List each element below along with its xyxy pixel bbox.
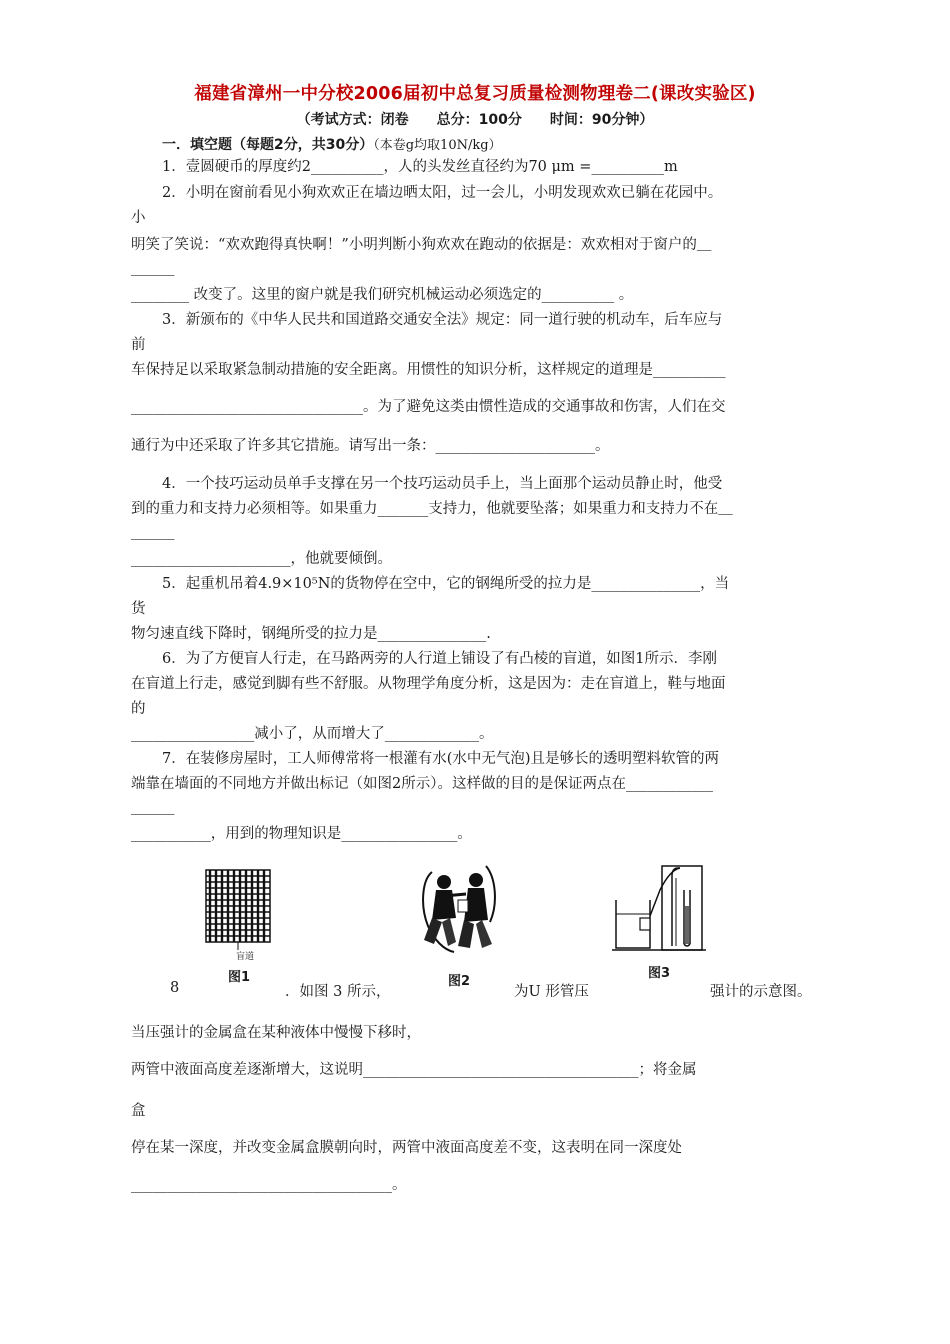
section-heading-row [162,134,502,154]
blind-path-illustration [200,868,280,960]
figure-3-label: 图3 [648,966,671,981]
question-6-line: 6．为了方便盲人行走，在马路两旁的人行道上铺设了有凸棱的盲道，如图1所示．李刚 [162,651,717,667]
question-7-line-c: ___________，用到的物理知识是________________。 [131,826,472,842]
question-8-line-c: 停在某一深度，并改变金属盒膜朝向时，两管中液面高度差不变，这表明在同一深度处 [131,1140,682,1156]
question-8-part-3: 强计的示意图。 [710,984,812,1000]
question-8-line-a: 当压强计的金属盒在某种液体中慢慢下移时， [131,1025,421,1041]
question-7-wrap: ＿＿＿ [131,801,175,817]
question-8-number: 8 [170,980,180,996]
figure-2-workers-hose [414,860,506,960]
question-2-wrap-b: ＿＿＿ [131,262,175,278]
question-4-line: 4．一个技巧运动员单手支撑在另一个技巧运动员手上，当上面那个运动员静止时，他受 [162,476,723,492]
question-2-line-c: ________ 改变了。这里的窗户就是我们研究机械运动必须选定的__________ 。 [131,287,634,303]
question-3-line-b: 车保持足以采取紧急制动措施的安全距离。用惯性的知识分析，这样规定的道理是__________ [131,362,726,378]
question-5-line-b: 物匀速直线下降时，钢绳所受的拉力是_______________. [131,626,491,642]
figure-1-caption: 盲道 [236,952,255,962]
question-6-line-b: 在盲道上行走，感觉到脚有些不舒服。从物理学角度分析，这是因为：走在盲道上，鞋与地面 [131,676,726,692]
question-2-wrap: 小 [131,210,146,226]
question-8-line-b: 两管中液面高度差逐渐增大，这说明______________________________________；将金属 [131,1062,697,1078]
question-3-line-c: ________________________________。为了避免这类由惯性造成的交通事故和伤害，人们在交 [131,399,726,415]
section-heading: 一．填空题（每题2分，共30分） [162,137,374,153]
question-4-line-b: 到的重力和支持力必须相等。如果重力_______支持力，他就要坠落；如果重力和支持力不在＿ [131,501,733,517]
figure-2-label: 图2 [448,974,471,989]
question-8-line-d: ____________________________________。 [131,1177,407,1193]
question-4-wrap: ＿＿＿ [131,526,175,542]
figure-1-blind-path [200,868,280,960]
exam-info: （考试方式：闭卷 总分：100分 时间：90分钟） [296,112,654,128]
section-note: （本卷g均取10N/kg） [373,138,502,153]
question-5-wrap: 货 [131,601,146,617]
question-3-wrap: 前 [131,337,146,353]
workers-illustration [414,860,506,960]
question-1-line: 1．壹圆硬币的厚度约2__________，人的头发丝直径约为70 μm =__________m [162,159,678,175]
question-6-line-c: _________________减小了，从而增大了_____________。 [131,726,494,742]
question-7-line: 7．在装修房屋时，工人师傅常将一根灌有水(水中无气泡)且是够长的透明塑料软管的两 [162,751,720,767]
question-4-line-c: ______________________，他就要倾倒。 [131,551,392,567]
question-8-part-1: ．如图 3 所示， [285,984,391,1000]
question-2-line: 2．小明在窗前看见小狗欢欢正在墙边晒太阳，过一会儿，小明发现欢欢已躺在花园中。 [162,185,723,201]
question-6-wrap: 的 [131,701,146,717]
question-2-line-b: 明笑了笑说：“欢欢跑得真快啊！”小明判断小狗欢欢在跑动的依据是：欢欢相对于窗户的＿ [131,237,712,253]
question-3-line-d: 通行为中还采取了许多其它措施。请写出一条：______________________。 [131,438,610,454]
question-3-line: 3．新颁布的《中华人民共和国道路交通安全法》规定：同一道行驶的机动车，后车应与 [162,312,723,328]
figure-3-u-tube-manometer [610,860,710,960]
question-8-wrap: 盒 [131,1103,146,1119]
page-title: 福建省漳州一中分校2006届初中总复习质量检测物理卷二(课改实验区) [194,84,756,104]
manometer-illustration [610,860,710,960]
question-8-part-2: 为U 形管压 [514,984,589,1000]
question-5-line: 5．起重机吊着4.9×10⁵N的货物停在空中，它的钢绳所受的拉力是_______________，当 [162,576,730,592]
question-7-line-b: 端靠在墙面的不同地方并做出标记（如图2所示）。这样做的目的是保证两点在____________ [131,776,713,792]
figure-1-label: 图1 [228,970,251,985]
